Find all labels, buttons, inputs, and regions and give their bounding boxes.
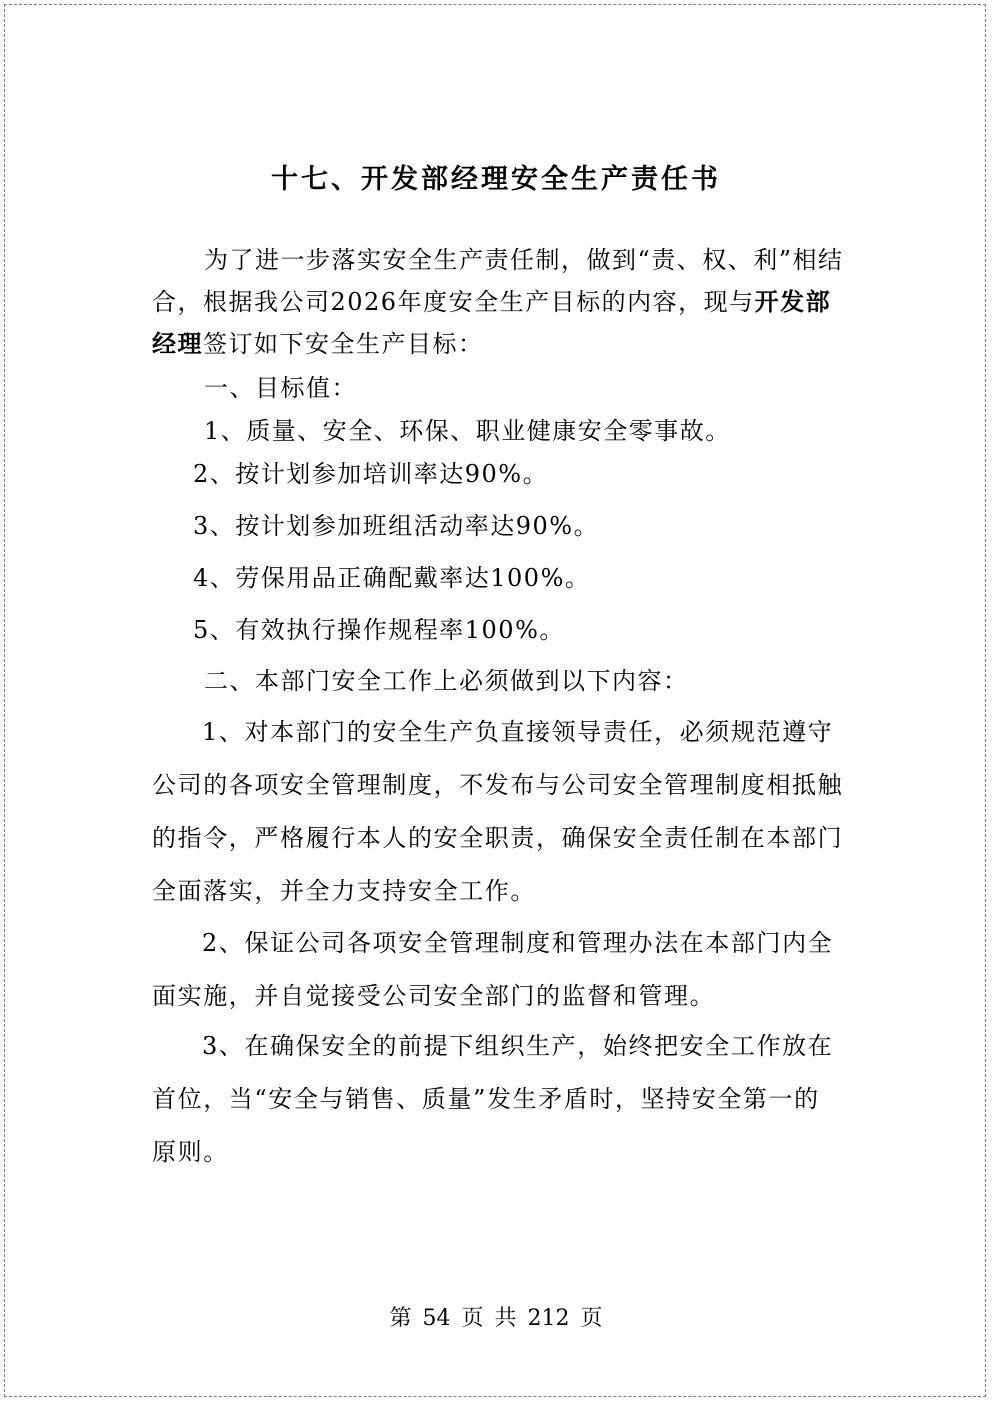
intro-paragraph [152, 240, 852, 365]
intro-emphasis: 开发部经理 [152, 287, 832, 358]
document-title: 十七、开发部经理安全生产责任书 [271, 164, 721, 195]
intro-text-end: 签订如下安全生产目标： [203, 330, 484, 358]
requirement-paragraph: 1、对本部门的安全生产负直接领导责任，必须规范遵守公司的各项安全管理制度，不发布与公司安全管理制度相抵触的指令，严格履行本人的安全职责，确保安全责任制在本部门全面落实，并全力支持安全工作。 [152, 718, 844, 905]
page-number: 第 54 页 共 212 页 [389, 1306, 603, 1331]
target-item: 5、有效执行操作规程率100%。 [193, 616, 565, 644]
target-item: 3、按计划参加班组活动率达90%。 [193, 512, 600, 540]
section-heading-requirements: 二、本部门安全工作上必须做到以下内容： [204, 667, 689, 695]
section-heading-targets: 一、目标值： [204, 374, 357, 402]
intro-text: 为了进一步落实安全生产责任制，做到“责、权、利”相结合，根据我公司2026年度安全生产目标的内容，现与 [152, 246, 844, 316]
page-frame [4, 4, 986, 1397]
target-item: 2、按计划参加培训率达90%。 [193, 460, 549, 488]
requirement-paragraph: 2、保证公司各项安全管理制度和管理办法在本部门内全面实施，并自觉接受公司安全部门的监督和管理。 [152, 929, 834, 1010]
requirement-paragraph: 3、在确保安全的前提下组织生产，始终把安全工作放在首位，当“安全与销售、质量”发生矛盾时，坚持安全第一的原则。 [152, 1032, 834, 1166]
target-item: 4、劳保用品正确配戴率达100%。 [193, 564, 591, 592]
target-item: 1、质量、安全、环保、职业健康安全零事故。 [204, 417, 731, 445]
